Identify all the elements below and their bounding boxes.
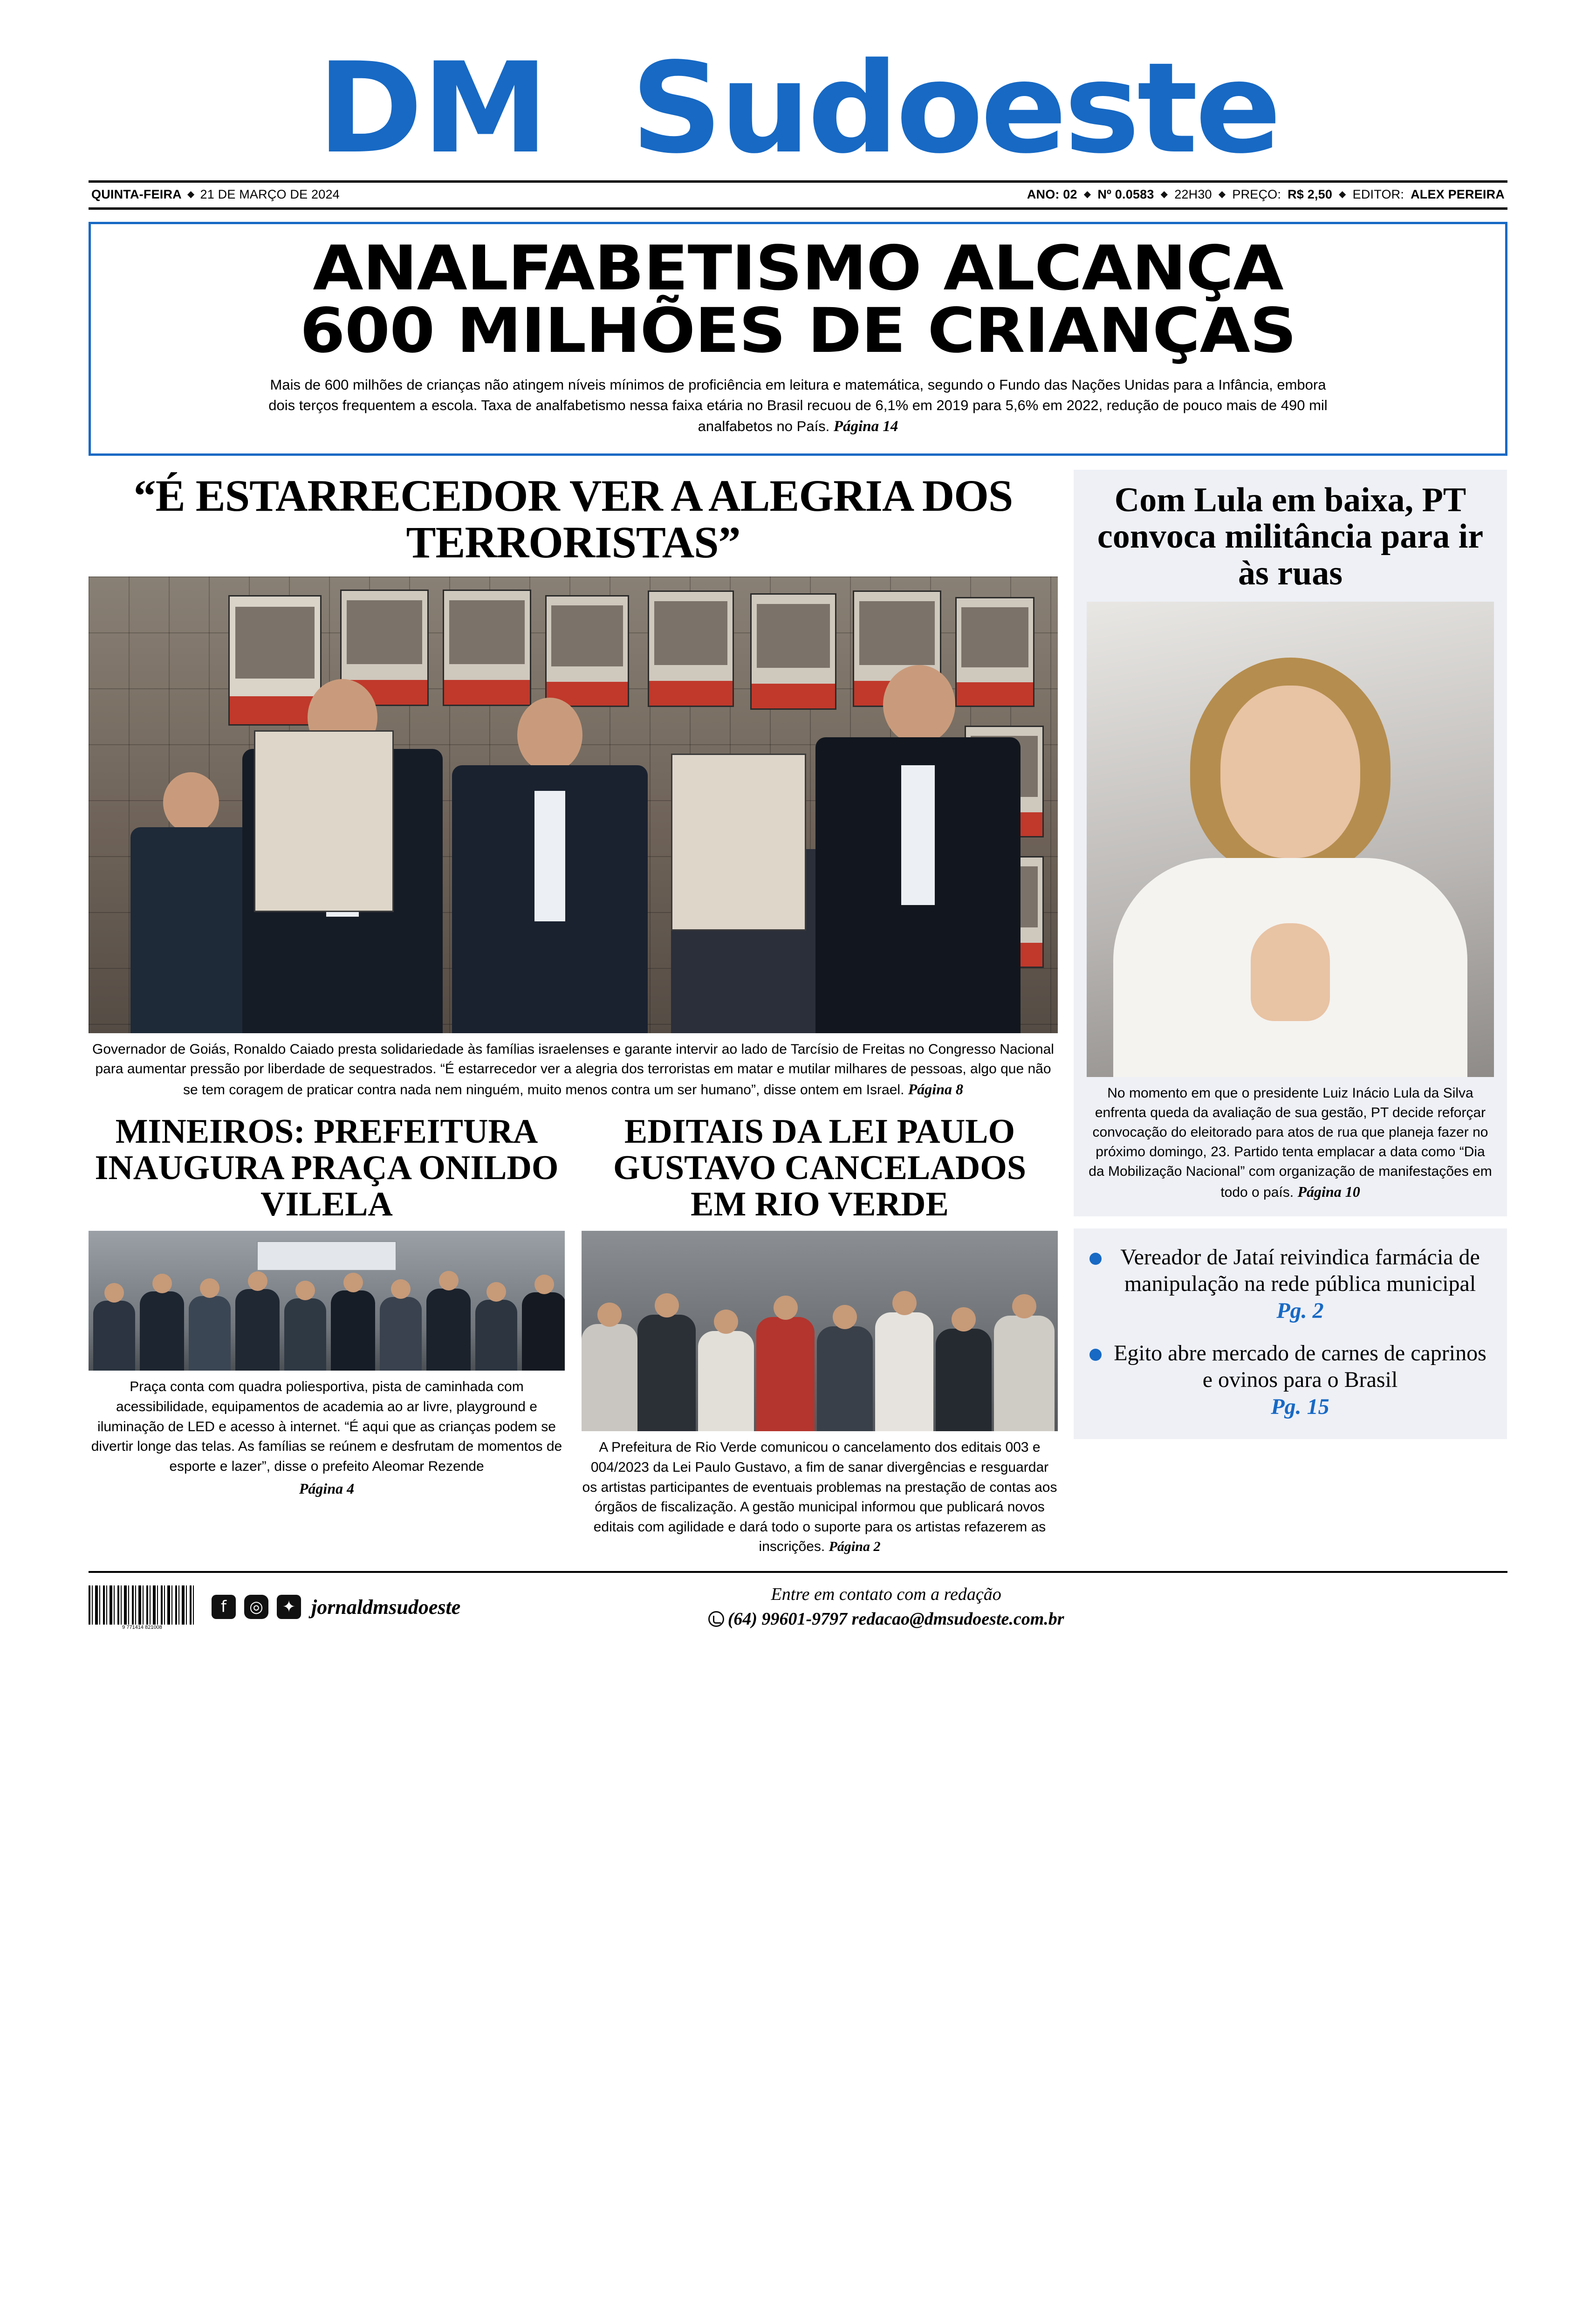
lead-caption-text: Governador de Goiás, Ronaldo Caiado presta solidariedade às famílias israelenses e garante intervir ao lado de Tarcísio de Freitas no Congresso Nacional para aumentar pressão por liberdade de sequestrados. “É estarrecedor ver a alegria dos terroristas em matar e mutilar milhares de pessoas, algo que não se tem coragem de praticar contra nada nem ninguém, muito menos contra um ser humano”, disse ontem em Israel. (92, 1042, 1054, 1098)
instagram-icon[interactable]: ◎ (244, 1595, 268, 1619)
brief-2-text (1109, 1340, 1491, 1420)
right-column (1074, 470, 1507, 1557)
story-lula-caption (1087, 1084, 1494, 1202)
story-lula-panel (1074, 470, 1507, 1216)
diamond-separator-icon: ◆ (1083, 189, 1091, 199)
contact-line-1: Entre em contato com a redação (771, 1585, 1001, 1605)
brief-1-page-ref: Pg. 2 (1276, 1298, 1324, 1324)
hostage-poster (443, 590, 531, 706)
content-grid (89, 470, 1507, 1557)
footer (89, 1571, 1507, 1631)
story-lula-photo (1087, 602, 1494, 1077)
brief-2-page-ref: Pg. 15 (1271, 1394, 1329, 1420)
story-mineiros-body: Praça conta com quadra poliesportiva, pista de caminhada com acessibilidade, equipamentos de academia ao ar livre, playground e iluminação de LED e acesso à internet. “É aqui que as crianças podem se divertir longe das telas. As famílias se reúnem e desfrutam de momentos de esporte e lazer”, disse o prefeito Aleomar Rezende (91, 1379, 562, 1474)
editor-label: EDITOR: (1352, 187, 1404, 201)
briefs-panel (1074, 1228, 1507, 1439)
story-mineiros-page-ref: Página 4 (299, 1480, 355, 1497)
lead-story-photo (89, 576, 1058, 1033)
diamond-separator-icon: ◆ (1339, 189, 1346, 199)
person-figure (452, 698, 648, 1033)
plaza-sign (257, 1241, 397, 1271)
top-lede-text: Mais de 600 milhões de crianças não atingem níveis mínimos de proficiência em leitura e matemática, segundo o Fundo das Nações Unidas para a Infância, embora dois terços frequentem a escola. Taxa de analfabetismo nessa faixa etária no Brasil recuou de 6,1% em 2019 para 5,6% em 2022, redução de pouco mais de 490 mil analfabetos no País. (268, 376, 1328, 434)
list-item[interactable] (1089, 1244, 1491, 1324)
issue-info-bar (89, 180, 1507, 210)
held-poster (671, 754, 806, 931)
whatsapp-icon (708, 1611, 724, 1627)
story-mineiros-title: MINEIROS: PREFEITURA INAUGURA PRAÇA ONILDO VILELA (95, 1112, 559, 1223)
brief-1-text (1109, 1244, 1491, 1324)
story-editais-photo (582, 1231, 1058, 1431)
bullet-dot-icon (1089, 1253, 1102, 1265)
story-editais-page-ref: Página 2 (829, 1539, 881, 1555)
contact-line-2 (460, 1608, 1312, 1631)
contact-line-2-text[interactable]: (64) 99601-9797 redacao@dmsudoeste.com.br (727, 1609, 1064, 1629)
person-hands (1251, 923, 1330, 1021)
left-column (89, 470, 1058, 1557)
social-handle[interactable]: jornaldmsudoeste (311, 1595, 461, 1619)
lead-story-caption (89, 1040, 1058, 1100)
issue-year: ANO: 02 (1027, 187, 1077, 201)
social-links[interactable] (212, 1595, 301, 1619)
lead-page-ref: Página 8 (908, 1081, 963, 1098)
hostage-poster (648, 590, 734, 707)
issue-time: 22H30 (1174, 187, 1212, 201)
story-mineiros (89, 1114, 565, 1557)
story-editais-text (582, 1438, 1058, 1557)
masthead (89, 36, 1507, 181)
weekday-label: QUINTA-FEIRA (91, 187, 182, 201)
story-mineiros-text (89, 1377, 565, 1499)
brief-1-body: Vereador de Jataí reivindica farmácia de manipulação na rede pública municipal (1120, 1245, 1480, 1296)
top-page-ref: Página 14 (833, 418, 898, 435)
diamond-separator-icon: ◆ (1218, 189, 1226, 199)
person-figure (130, 772, 252, 1033)
diamond-separator-icon: ◆ (187, 189, 195, 199)
top-headline-line1: ANALFABETISMO ALCANÇA (313, 232, 1283, 304)
diamond-separator-icon: ◆ (1160, 189, 1168, 199)
secondary-stories (89, 1114, 1058, 1557)
facebook-icon[interactable]: f (212, 1595, 236, 1619)
story-editais-title: EDITAIS DA LEI PAULO GUSTAVO CANCELADOS EM RIO VERDE (613, 1112, 1026, 1223)
story-lula-text: No momento em que o presidente Luiz Inácio Lula da Silva enfrenta queda da avaliação de sua gestão, PT decide reforçar convocação do eleitorado para atos de rua que planeja fazer no próximo domingo, 23. Partido tenta emplacar a data como “Dia da Mobilização Nacional” com organização de manifestações em todo o país. (1089, 1085, 1492, 1201)
price-label: PREÇO: (1232, 187, 1281, 201)
story-editais (582, 1114, 1058, 1557)
bullet-dot-icon (1089, 1349, 1102, 1361)
price-value: R$ 2,50 (1288, 187, 1333, 201)
story-lula-page-ref: Página 10 (1297, 1183, 1360, 1201)
lead-story-title: “É ESTARRECEDOR VER A ALEGRIA DOS TERRORISTAS” (133, 470, 1013, 567)
top-headline-line2: 600 MILHÕES DE CRIANÇAS (300, 295, 1296, 367)
story-editais-body: A Prefeitura de Rio Verde comunicou o cancelamento dos editais 003 e 004/2023 da Lei Paulo Gustavo, a fim de sanar divergências e resguardar os artistas participantes de eventuais problemas na prestação de contas aos órgãos de fiscalização. A gestão municipal informou que publicará novos editais com agilidade e dará todo o suporte para os artistas refazerem as inscrições. (582, 1440, 1057, 1555)
issue-number: Nº 0.0583 (1097, 187, 1154, 201)
contact-info (460, 1583, 1312, 1631)
story-mineiros-photo (89, 1231, 565, 1371)
barcode (89, 1585, 196, 1631)
newspaper-logo (317, 36, 1279, 181)
person-face (1220, 686, 1360, 858)
story-lula-title: Com Lula em baixa, PT convoca militância para ir às ruas (1097, 480, 1484, 592)
barcode-number: 9 771414 821008 (89, 1625, 196, 1630)
logo-part-sudoeste: Sudoeste (630, 36, 1279, 181)
logo-part-dm: DM (317, 36, 548, 181)
issue-date: 21 DE MARÇO DE 2024 (200, 187, 340, 201)
person-figure (815, 665, 1021, 1033)
list-item[interactable] (1089, 1340, 1491, 1420)
brief-2-body: Egito abre mercado de carnes de caprinos e ovinos para o Brasil (1114, 1340, 1486, 1392)
twitter-icon[interactable]: ✦ (277, 1595, 301, 1619)
top-headline (68, 232, 1528, 367)
top-headline-lede (265, 375, 1332, 438)
hostage-poster (545, 595, 629, 707)
held-poster (254, 730, 394, 912)
editor-name: ALEX PEREIRA (1411, 187, 1505, 201)
top-headline-box (89, 222, 1507, 456)
